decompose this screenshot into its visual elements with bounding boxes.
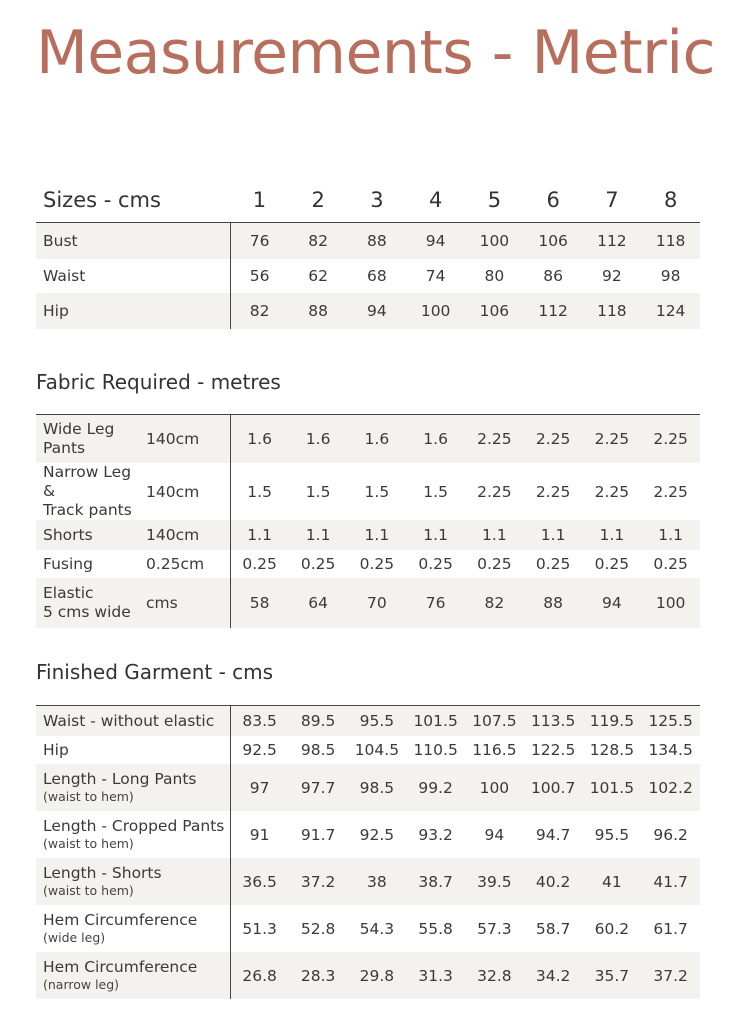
fabric-width: 0.25cm bbox=[146, 550, 230, 578]
table-cell: 94 bbox=[583, 578, 642, 628]
table-cell: 40.2 bbox=[524, 858, 583, 905]
size-header: 8 bbox=[663, 188, 678, 212]
table-cell: 60.2 bbox=[594, 919, 630, 938]
table-row bbox=[36, 706, 700, 737]
table-row bbox=[36, 952, 700, 999]
table-cell: 55.8 bbox=[418, 919, 453, 938]
table-cell: 134.5 bbox=[648, 741, 693, 759]
row-label-line: 5 cms wide bbox=[43, 603, 131, 621]
row-label-line: Elastic bbox=[43, 584, 94, 602]
table-cell: 101.5 bbox=[406, 706, 465, 737]
table-cell: 93.2 bbox=[418, 825, 453, 844]
size-header: 7 bbox=[605, 188, 619, 212]
table-cell: 1.5 bbox=[364, 482, 390, 501]
size-header: 3 bbox=[370, 188, 384, 212]
table-cell: 88 bbox=[348, 223, 407, 260]
table-cell: 106 bbox=[524, 223, 583, 260]
table-row bbox=[36, 905, 700, 952]
table-cell: 91.7 bbox=[300, 825, 336, 844]
table-cell: 106 bbox=[465, 293, 524, 329]
table-cell: 88 bbox=[524, 578, 583, 628]
row-label-line: Fusing bbox=[43, 554, 93, 573]
table-cell: 116.5 bbox=[472, 741, 517, 759]
table-cell: 112 bbox=[583, 223, 642, 260]
table-cell: 89.5 bbox=[289, 706, 348, 737]
table-cell: 2.25 bbox=[653, 482, 688, 501]
table-cell: 1.5 bbox=[305, 482, 331, 501]
table-row bbox=[36, 463, 700, 520]
table-cell: 2.25 bbox=[583, 415, 642, 464]
row-label-note: (waist to hem) bbox=[43, 789, 134, 804]
table-cell: 1.1 bbox=[406, 520, 465, 550]
table-cell: 102.2 bbox=[641, 764, 700, 811]
table-row bbox=[36, 293, 700, 329]
table-cell: 128.5 bbox=[589, 741, 635, 759]
row-label-main: Length - Long Pants bbox=[43, 770, 197, 788]
table-cell: 98.5 bbox=[300, 741, 336, 759]
row-label bbox=[36, 736, 230, 764]
row-label-main: Hem Circumference bbox=[43, 911, 198, 929]
row-label bbox=[36, 905, 230, 952]
table-cell: 57.3 bbox=[477, 919, 512, 938]
table-cell: 1.5 bbox=[423, 482, 448, 501]
table-cell: 88 bbox=[289, 293, 348, 329]
table-cell: 118 bbox=[583, 293, 642, 329]
sizes-table bbox=[36, 178, 700, 329]
table-cell: 113.5 bbox=[524, 706, 583, 737]
row-label bbox=[36, 764, 230, 811]
sizes-header-row bbox=[36, 178, 700, 223]
table-cell: 119.5 bbox=[583, 706, 642, 737]
table-cell: 112 bbox=[524, 293, 583, 329]
table-cell: 83.5 bbox=[230, 706, 289, 737]
table-cell: 97 bbox=[230, 764, 289, 811]
table-cell: 70 bbox=[348, 578, 407, 628]
finished-section-title: Finished Garment - cms bbox=[36, 660, 274, 684]
row-label-line: Pants bbox=[43, 439, 86, 457]
table-cell: 99.2 bbox=[406, 764, 465, 811]
row-label-line: Wide Leg bbox=[43, 420, 115, 438]
table-cell: 125.5 bbox=[641, 706, 700, 737]
table-cell: 104.5 bbox=[354, 741, 400, 759]
sizes-header-label: Sizes - cms bbox=[43, 188, 161, 212]
fabric-section-title: Fabric Required - metres bbox=[36, 370, 281, 394]
table-cell: 98 bbox=[660, 267, 681, 285]
table-cell: 58.7 bbox=[535, 919, 571, 938]
size-header: 1 bbox=[252, 188, 267, 212]
table-cell: 39.5 bbox=[465, 858, 524, 905]
table-cell: 0.25 bbox=[653, 555, 688, 573]
row-label bbox=[36, 463, 146, 520]
table-cell: 76 bbox=[230, 223, 289, 260]
row-label-note: (narrow leg) bbox=[43, 977, 120, 992]
table-cell: 92.5 bbox=[359, 825, 395, 844]
table-cell: 100 bbox=[641, 578, 700, 628]
table-cell: 38.7 bbox=[406, 858, 465, 905]
row-label-main: Length - Shorts bbox=[43, 864, 162, 882]
fabric-width: 140cm bbox=[146, 520, 230, 550]
size-header: 6 bbox=[546, 188, 560, 212]
table-cell: 62 bbox=[308, 267, 328, 285]
table-cell: 97.7 bbox=[289, 764, 348, 811]
table-cell: 34.2 bbox=[524, 952, 583, 999]
table-cell: 124 bbox=[641, 293, 700, 329]
fabric-width: 140cm bbox=[146, 463, 230, 520]
row-label-line: Shorts bbox=[43, 525, 93, 544]
table-row bbox=[36, 736, 700, 764]
row-label-line: Track pants bbox=[43, 501, 132, 519]
table-cell: 0.25 bbox=[594, 555, 630, 573]
row-label bbox=[36, 415, 146, 464]
table-cell: 94 bbox=[406, 223, 465, 260]
table-cell: 86 bbox=[543, 267, 563, 285]
table-cell: 38 bbox=[348, 858, 407, 905]
table-cell: 31.3 bbox=[406, 952, 465, 999]
table-cell: 37.2 bbox=[641, 952, 700, 999]
row-label-main: Length - Cropped Pants bbox=[43, 817, 225, 835]
row-label: Waist bbox=[36, 259, 230, 293]
fabric-width: 140cm bbox=[146, 415, 230, 464]
table-row bbox=[36, 415, 700, 464]
row-label: Bust bbox=[36, 223, 230, 260]
table-cell: 94.7 bbox=[535, 825, 571, 844]
table-cell: 95.5 bbox=[594, 825, 630, 844]
table-cell: 100 bbox=[465, 223, 524, 260]
row-label-main: Hem Circumference bbox=[43, 958, 198, 976]
table-cell: 64 bbox=[289, 578, 348, 628]
size-header: 5 bbox=[487, 188, 502, 212]
row-label bbox=[36, 952, 230, 999]
table-cell: 95.5 bbox=[348, 706, 407, 737]
table-cell: 82 bbox=[230, 293, 289, 329]
size-header: 2 bbox=[311, 188, 325, 212]
table-row bbox=[36, 578, 700, 628]
table-cell: 0.25 bbox=[535, 555, 571, 573]
row-label-main: Hip bbox=[43, 740, 69, 759]
table-cell: 91 bbox=[249, 825, 270, 844]
table-cell: 92.5 bbox=[242, 741, 277, 759]
table-cell: 118 bbox=[641, 223, 700, 260]
table-cell: 74 bbox=[425, 267, 446, 285]
table-cell: 1.1 bbox=[348, 520, 407, 550]
table-row bbox=[36, 520, 700, 550]
table-cell: 52.8 bbox=[300, 919, 336, 938]
table-cell: 0.25 bbox=[418, 555, 453, 573]
row-label bbox=[36, 520, 146, 550]
table-cell: 80 bbox=[484, 267, 505, 285]
table-cell: 0.25 bbox=[359, 555, 395, 573]
table-cell: 56 bbox=[249, 267, 270, 285]
row-label-line: Narrow Leg & bbox=[43, 463, 132, 500]
table-cell: 1.1 bbox=[289, 520, 348, 550]
row-label bbox=[36, 706, 230, 737]
row-label-main: Waist - without elastic bbox=[43, 711, 215, 730]
table-cell: 1.5 bbox=[247, 482, 272, 501]
table-cell: 0.25 bbox=[477, 555, 512, 573]
table-cell: 37.2 bbox=[289, 858, 348, 905]
row-label bbox=[36, 811, 230, 858]
table-row bbox=[36, 858, 700, 905]
table-cell: 41 bbox=[583, 858, 642, 905]
table-cell: 26.8 bbox=[230, 952, 289, 999]
row-label-note: (waist to hem) bbox=[43, 883, 134, 898]
table-cell: 110.5 bbox=[413, 741, 458, 759]
table-cell: 61.7 bbox=[653, 919, 688, 938]
table-cell: 1.6 bbox=[289, 415, 348, 464]
table-cell: 100 bbox=[465, 764, 524, 811]
row-label-note: (waist to hem) bbox=[43, 836, 134, 851]
table-cell: 51.3 bbox=[242, 919, 277, 938]
table-row bbox=[36, 811, 700, 858]
table-cell: 94 bbox=[484, 825, 505, 844]
table-cell: 2.25 bbox=[477, 482, 512, 501]
table-cell: 32.8 bbox=[465, 952, 524, 999]
table-cell: 1.1 bbox=[465, 520, 524, 550]
page-title: Measurements - Metric bbox=[36, 18, 716, 88]
table-cell: 1.1 bbox=[641, 520, 700, 550]
table-cell: 1.1 bbox=[230, 520, 289, 550]
table-cell: 28.3 bbox=[289, 952, 348, 999]
table-row bbox=[36, 223, 700, 260]
table-row bbox=[36, 550, 700, 578]
finished-garment-table bbox=[36, 705, 700, 999]
table-cell: 2.25 bbox=[524, 415, 583, 464]
table-cell: 1.6 bbox=[230, 415, 289, 464]
table-cell: 58 bbox=[230, 578, 289, 628]
table-cell: 76 bbox=[406, 578, 465, 628]
table-cell: 1.1 bbox=[583, 520, 642, 550]
table-cell: 122.5 bbox=[530, 741, 576, 759]
table-cell: 2.25 bbox=[535, 482, 571, 501]
table-cell: 2.25 bbox=[641, 415, 700, 464]
table-cell: 101.5 bbox=[583, 764, 642, 811]
table-cell: 107.5 bbox=[465, 706, 524, 737]
row-label-note: (wide leg) bbox=[43, 930, 106, 945]
table-cell: 2.25 bbox=[594, 482, 630, 501]
table-cell: 41.7 bbox=[641, 858, 700, 905]
table-cell: 96.2 bbox=[653, 825, 688, 844]
table-cell: 0.25 bbox=[242, 555, 277, 573]
table-cell: 98.5 bbox=[348, 764, 407, 811]
fabric-width: cms bbox=[146, 578, 230, 628]
table-cell: 100.7 bbox=[524, 764, 583, 811]
table-cell: 29.8 bbox=[348, 952, 407, 999]
table-cell: 100 bbox=[406, 293, 465, 329]
table-cell: 92 bbox=[602, 267, 622, 285]
table-cell: 68 bbox=[367, 267, 387, 285]
table-cell: 82 bbox=[289, 223, 348, 260]
table-row bbox=[36, 764, 700, 811]
table-cell: 35.7 bbox=[583, 952, 642, 999]
table-cell: 36.5 bbox=[230, 858, 289, 905]
row-label bbox=[36, 858, 230, 905]
row-label: Hip bbox=[36, 293, 230, 329]
table-cell: 2.25 bbox=[465, 415, 524, 464]
row-label bbox=[36, 550, 146, 578]
size-header: 4 bbox=[428, 188, 443, 212]
row-label bbox=[36, 578, 146, 628]
table-cell: 1.6 bbox=[406, 415, 465, 464]
table-row bbox=[36, 259, 700, 293]
fabric-table bbox=[36, 414, 700, 628]
table-cell: 54.3 bbox=[359, 919, 395, 938]
table-cell: 94 bbox=[348, 293, 407, 329]
table-cell: 82 bbox=[465, 578, 524, 628]
table-cell: 1.6 bbox=[348, 415, 407, 464]
table-cell: 1.1 bbox=[524, 520, 583, 550]
table-cell: 0.25 bbox=[300, 555, 336, 573]
